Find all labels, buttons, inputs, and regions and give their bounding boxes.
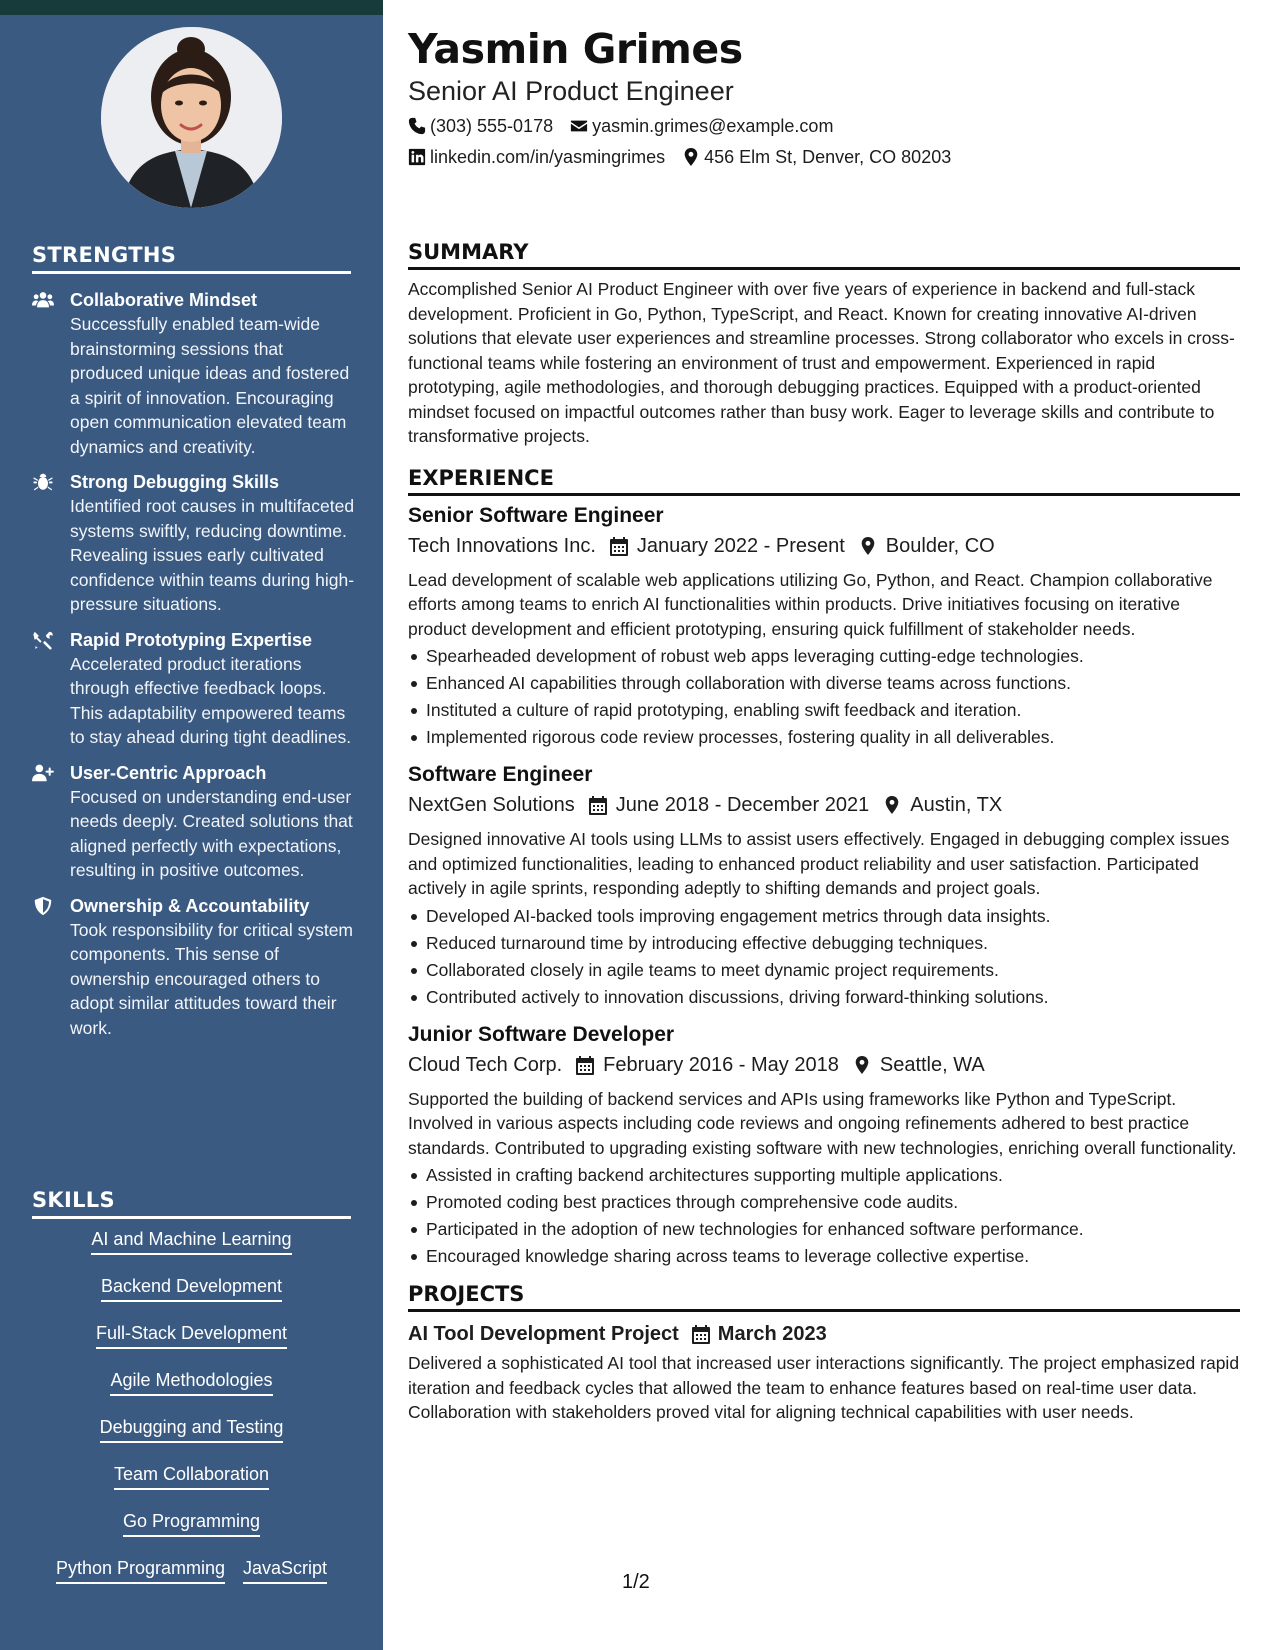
job-company: Tech Innovations Inc. bbox=[408, 534, 596, 557]
job-entry bbox=[408, 761, 1240, 1011]
strength-item bbox=[32, 894, 357, 1041]
strength-item bbox=[32, 470, 357, 617]
list-item: Assisted in crafting backend architectures supporting multiple applications. bbox=[408, 1162, 1240, 1189]
job-description: Lead development of scalable web applications utilizing Go, Python, and React. Champion collaborative efforts among teams to enrich AI functionalities within products. Drive initiatives focusing on iterative product development and efficient prototyping, ensuring quick fulfillment of stakeholder needs. bbox=[408, 569, 1213, 639]
projects-heading: PROJECTS bbox=[408, 1282, 1240, 1312]
strengths-heading: STRENGTHS bbox=[32, 243, 351, 274]
job-entry bbox=[408, 1021, 1240, 1271]
job-entry bbox=[408, 502, 1240, 752]
job-title: Senior Software Engineer bbox=[408, 503, 664, 527]
job-location: Boulder, CO bbox=[885, 534, 995, 557]
strength-item bbox=[32, 761, 357, 883]
contact-email bbox=[570, 114, 833, 138]
job-description: Designed innovative AI tools using LLMs to assist users effectively. Engaged in debugging complex issues and optimized functionalities, leading to enhanced product reliability and user satisfaction. Participated actively in agile sprints, responding adeptly to shifting demands and project goals. bbox=[408, 829, 1230, 898]
strength-description: Accelerated product iterations through effective feedback loops. This adaptability empowered teams to stay ahead during tight deadlines. bbox=[70, 653, 352, 747]
job-location: Austin, TX bbox=[910, 794, 1003, 816]
job-meta bbox=[408, 1051, 1240, 1079]
job-bullets bbox=[408, 1162, 1240, 1270]
job-company: NextGen Solutions bbox=[408, 794, 575, 816]
calendar-icon bbox=[610, 536, 628, 556]
list-item: Spearheaded development of robust web apps leveraging cutting-edge technologies. bbox=[408, 643, 1240, 670]
envelope-icon bbox=[570, 117, 588, 135]
strength-description: Focused on understanding end-user needs deeply. Created solutions that aligned perfectly with expectations, resulting in positive outcomes. bbox=[70, 786, 353, 880]
job-meta bbox=[408, 532, 1240, 560]
list-item: Instituted a culture of rapid prototyping, enabling swift feedback and iteration. bbox=[408, 697, 1240, 724]
strength-description: Took responsibility for critical system components. This sense of ownership encouraged others to adopt similar attitudes toward their work. bbox=[70, 919, 353, 1038]
skill-tag: Full-Stack Development bbox=[96, 1322, 287, 1349]
skills-heading: SKILLS bbox=[32, 1188, 351, 1219]
calendar-icon bbox=[692, 1324, 710, 1344]
list-item: Encouraged knowledge sharing across teams to leverage collective expertise. bbox=[408, 1243, 1240, 1270]
linkedin-icon bbox=[408, 148, 426, 166]
user-plus-icon bbox=[32, 761, 70, 883]
skills-list bbox=[32, 1228, 351, 1604]
calendar-icon bbox=[589, 795, 607, 815]
experience-heading: EXPERIENCE bbox=[408, 466, 1240, 496]
job-dates: February 2016 - May 2018 bbox=[603, 1053, 839, 1076]
shield-icon bbox=[32, 894, 70, 1041]
contact-linkedin bbox=[408, 145, 665, 169]
contact-line-2 bbox=[408, 145, 1240, 169]
phone-icon bbox=[408, 117, 426, 135]
project-title: AI Tool Development Project bbox=[408, 1323, 679, 1345]
phone-number: (303) 555-0178 bbox=[430, 116, 554, 136]
contact-address bbox=[682, 145, 951, 169]
skill-tag: Debugging and Testing bbox=[100, 1416, 284, 1443]
strength-description: Successfully enabled team-wide brainstorming sessions that produced unique ideas and fostered a spirit of innovation. Encouraging open communication elevated team dynamics and creativity. bbox=[70, 314, 350, 457]
users-icon bbox=[32, 288, 70, 459]
skill-tag: Agile Methodologies bbox=[110, 1369, 272, 1396]
summary-heading: SUMMARY bbox=[408, 240, 1240, 270]
summary-text: Accomplished Senior AI Product Engineer with over five years of experience in backend and full-stack development. Proficient in Go, Python, TypeScript, and React. Known for creating innovative AI-driven solutions that elevate user experiences and streamline processes. Strong collaborator who excels in cross-functional teams while fostering an environment of trust and empowerment. Experienced in rapid prototyping, agile methodologies, and thorough debugging practices. Equipped with a product-oriented mindset focused on impactful outcomes rather than busy work. Eager to leverage skills and contribute to transformative projects. bbox=[408, 279, 1235, 446]
map-marker-icon bbox=[853, 1055, 871, 1075]
skill-tag: Python Programming bbox=[56, 1557, 225, 1584]
sidebar-top-accent bbox=[0, 0, 383, 15]
list-item: Promoted coding best practices through comprehensive code audits. bbox=[408, 1189, 1240, 1216]
job-title: Junior Software Developer bbox=[408, 1022, 675, 1046]
avatar bbox=[101, 27, 282, 208]
job-location: Seattle, WA bbox=[879, 1053, 985, 1076]
list-item: Implemented rigorous code review processes, fostering quality in all deliverables. bbox=[408, 724, 1240, 751]
strength-item bbox=[32, 288, 357, 459]
skill-tag: Backend Development bbox=[101, 1275, 282, 1302]
skill-tag: Go Programming bbox=[123, 1510, 260, 1537]
list-item: Enhanced AI capabilities through collaboration with diverse teams across functions. bbox=[408, 670, 1240, 697]
job-bullets bbox=[408, 903, 1240, 1011]
strengths-list bbox=[32, 288, 357, 1051]
job-company: Cloud Tech Corp. bbox=[408, 1053, 563, 1076]
strength-title: Collaborative Mindset bbox=[70, 290, 258, 310]
strength-item bbox=[32, 628, 357, 750]
job-title: Software Engineer bbox=[408, 763, 593, 786]
strength-description: Identified root causes in multifaceted systems swiftly, reducing downtime. Revealing issues early cultivated confidence within teams during high-pressure situations. bbox=[70, 496, 355, 614]
skill-tag: Team Collaboration bbox=[114, 1463, 269, 1490]
strength-title: Strong Debugging Skills bbox=[70, 472, 280, 492]
project-date: March 2023 bbox=[717, 1323, 827, 1345]
main-content bbox=[408, 22, 1240, 1425]
candidate-name: Yasmin Grimes bbox=[408, 25, 743, 73]
strength-title: Rapid Prototyping Expertise bbox=[70, 629, 313, 650]
email-address: yasmin.grimes@example.com bbox=[592, 116, 834, 136]
list-item: Reduced turnaround time by introducing effective debugging techniques. bbox=[408, 930, 1240, 957]
project-description: Delivered a sophisticated AI tool that increased user interactions significantly. The project emphasized rapid iteration and feedback cycles that allowed the team to enhance features based on real-time user data. Collaboration with stakeholders proved vital for aligning technical capabilities with user needs. bbox=[408, 1353, 1240, 1422]
job-bullets bbox=[408, 643, 1240, 751]
project-header bbox=[408, 1320, 1240, 1348]
candidate-title: Senior AI Product Engineer bbox=[408, 76, 734, 106]
list-item: Participated in the adoption of new technologies for enhanced software performance. bbox=[408, 1216, 1240, 1243]
calendar-icon bbox=[576, 1055, 594, 1075]
map-marker-icon bbox=[883, 795, 901, 815]
strength-title: Ownership & Accountability bbox=[70, 895, 310, 916]
map-marker-icon bbox=[682, 148, 700, 166]
sidebar bbox=[0, 0, 383, 1650]
map-marker-icon bbox=[859, 536, 877, 556]
job-description: Supported the building of backend services and APIs using frameworks like Python and TypeScript. Involved in various aspects including code reviews and ongoing refinements adhered to best practice standards. Contributed to upgrading existing software with new technologies, enriching overall functionality. bbox=[408, 1088, 1237, 1158]
contact-line-1 bbox=[408, 114, 1240, 138]
tools-icon bbox=[32, 628, 70, 750]
job-dates: January 2022 - Present bbox=[636, 534, 845, 557]
linkedin-url: linkedin.com/in/yasmingrimes bbox=[430, 147, 666, 167]
job-meta bbox=[408, 791, 1240, 819]
street-address: 456 Elm St, Denver, CO 80203 bbox=[704, 147, 952, 167]
job-dates: June 2018 - December 2021 bbox=[615, 794, 870, 816]
skill-tag: JavaScript bbox=[243, 1557, 327, 1584]
list-item: Developed AI-backed tools improving engagement metrics through data insights. bbox=[408, 903, 1240, 930]
bug-icon bbox=[32, 470, 70, 617]
strength-title: User-Centric Approach bbox=[70, 762, 267, 783]
skill-tag: AI and Machine Learning bbox=[91, 1228, 291, 1255]
list-item: Collaborated closely in agile teams to meet dynamic project requirements. bbox=[408, 957, 1240, 984]
page-number: 1/2 bbox=[622, 1571, 650, 1593]
contact-phone bbox=[408, 114, 553, 138]
list-item: Contributed actively to innovation discussions, driving forward-thinking solutions. bbox=[408, 984, 1240, 1011]
